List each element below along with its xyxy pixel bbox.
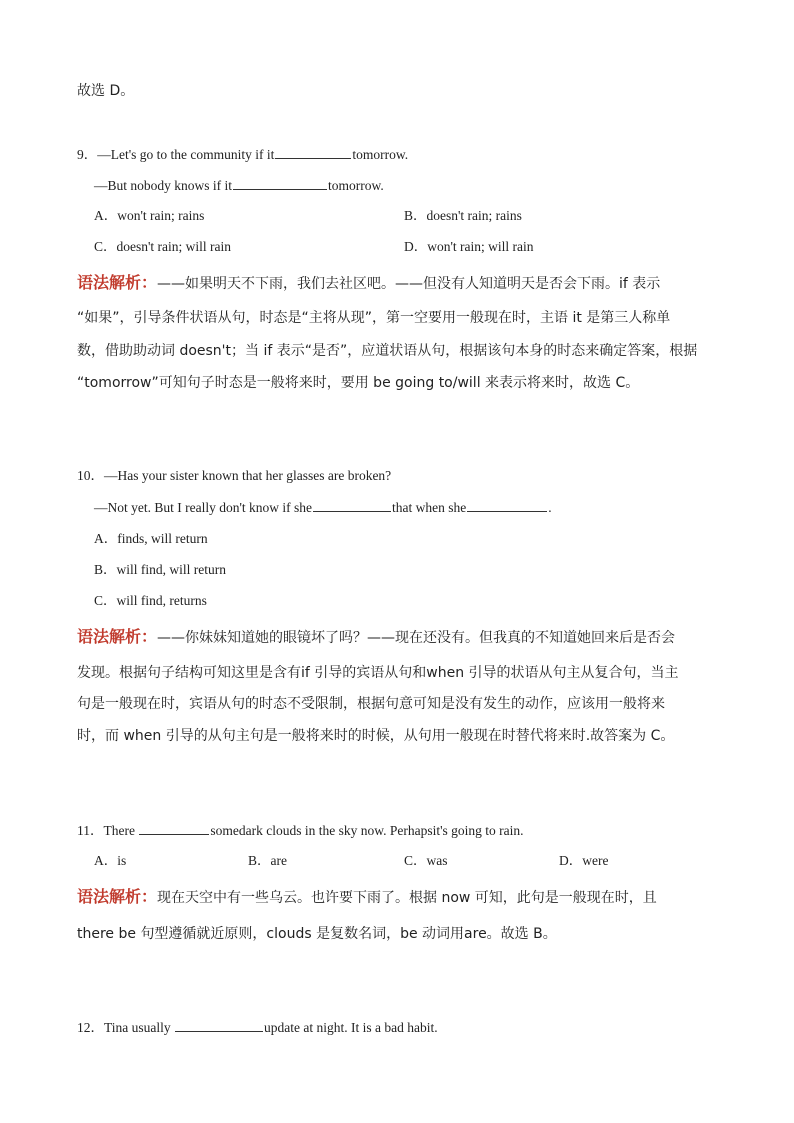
q11-option-b: B．are xyxy=(248,853,287,868)
q10-option-b: B．will find, will return xyxy=(94,562,226,577)
q12-stem-end: update at night. It is a bad habit. xyxy=(264,1020,438,1035)
q10-analysis-label: 语法解析： xyxy=(77,627,158,646)
q10-line2 xyxy=(94,498,552,517)
q11-stem-end: somedark clouds in the sky now. Perhapsit's going to rain. xyxy=(210,823,524,838)
q10-blank-2 xyxy=(467,498,547,512)
q10-explanation-line1 xyxy=(77,628,675,647)
q11-exp2: there be 句型遵循就近原则，clouds 是复数名词，be 动词用are。故选 B。 xyxy=(77,926,557,942)
q10-blank-1 xyxy=(313,498,391,512)
q10-option-a: A．finds, will return xyxy=(94,531,208,546)
q12-number: 12． xyxy=(77,1020,104,1035)
q10-line2-text: —Not yet. But I really don't know if she xyxy=(94,500,313,515)
q11-number: 11． xyxy=(77,823,104,838)
q11-stem xyxy=(77,821,524,840)
q12-stem xyxy=(77,1018,438,1037)
q11-stem-start: There xyxy=(103,823,135,838)
q10-exp4: 时，而 when 引导的从句主句是一般将来时的时候，从句用一般现在时替代将来时.故答案为 C。 xyxy=(77,728,675,744)
q9-option-c: C．doesn't rain; will rain xyxy=(94,239,232,254)
q11-option-c: C．was xyxy=(404,853,448,868)
q9-line1 xyxy=(77,145,408,164)
q9-line2 xyxy=(94,176,384,195)
q9-blank-2 xyxy=(233,176,327,190)
q9-exp4: “tomorrow”可知句子时态是一般将来时，要用 be going to/will 来表示将来时，故选 C。 xyxy=(77,375,640,391)
q11-explanation-line1 xyxy=(77,888,657,907)
q11-option-d: D．were xyxy=(559,853,609,868)
q9-number: 9． xyxy=(77,147,98,162)
q10-number: 10． xyxy=(77,468,104,483)
q9-option-a: A．won't rain; rains xyxy=(94,208,205,223)
q10-line2-end: . xyxy=(548,500,552,515)
q9-line2-end: tomorrow. xyxy=(328,178,384,193)
q11-analysis-label: 语法解析： xyxy=(77,887,158,906)
q9-exp3: 数，借助助动词 doesn't；当 if 表示“是否”，应道状语从句，根据该句本身的时态来确定答案，根据 xyxy=(77,343,698,359)
q9-line1-end: tomorrow. xyxy=(352,147,409,162)
q9-explanation-line1 xyxy=(77,274,660,293)
q9-exp2: “如果”，引导条件状语从句，时态是“主将从现”，第一空要用一般现在时，主语 it 是第三人称单 xyxy=(77,310,671,326)
q10-line1 xyxy=(77,467,391,485)
q10-exp3: 句是一般现在时，宾语从句的时态不受限制，根据句意可知是没有发生的动作，应该用一般将来 xyxy=(77,696,665,712)
q10-exp1: ——你妹妹知道她的眼镜坏了吗？——现在还没有。但我真的不知道她回来后是否会 xyxy=(157,630,676,646)
q12-blank xyxy=(175,1018,263,1032)
q11-exp1: 现在天空中有一些乌云。也许要下雨了。根据 now 可知，此句是一般现在时，且 xyxy=(157,890,657,906)
q9-analysis-label: 语法解析： xyxy=(77,273,158,292)
q11-blank xyxy=(139,821,209,835)
q11-option-a: A．is xyxy=(94,853,127,868)
previous-answer-tail: 故选 D。 xyxy=(77,83,135,99)
q9-exp1: ——如果明天不下雨，我们去社区吧。——但没有人知道明天是否会下雨。if 表示 xyxy=(157,276,661,292)
q9-option-d: D．won't rain; will rain xyxy=(404,239,534,254)
q10-option-c: C．will find, returns xyxy=(94,593,207,608)
q9-line2-text: —But nobody knows if it xyxy=(94,178,233,193)
q10-exp2: 发现。根据句子结构可知这里是含有if 引导的宾语从句和when 引导的状语从句主从复合句，当主 xyxy=(77,665,679,681)
q12-stem-start: Tina usually xyxy=(104,1020,171,1035)
q10-line1-text: —Has your sister known that her glasses are broken? xyxy=(104,468,392,483)
q9-blank-1 xyxy=(275,145,351,159)
q9-option-b: B．doesn't rain; rains xyxy=(404,208,522,223)
q10-line2-mid: that when she xyxy=(392,500,467,515)
q9-line1-text: —Let's go to the community if it xyxy=(97,147,275,162)
